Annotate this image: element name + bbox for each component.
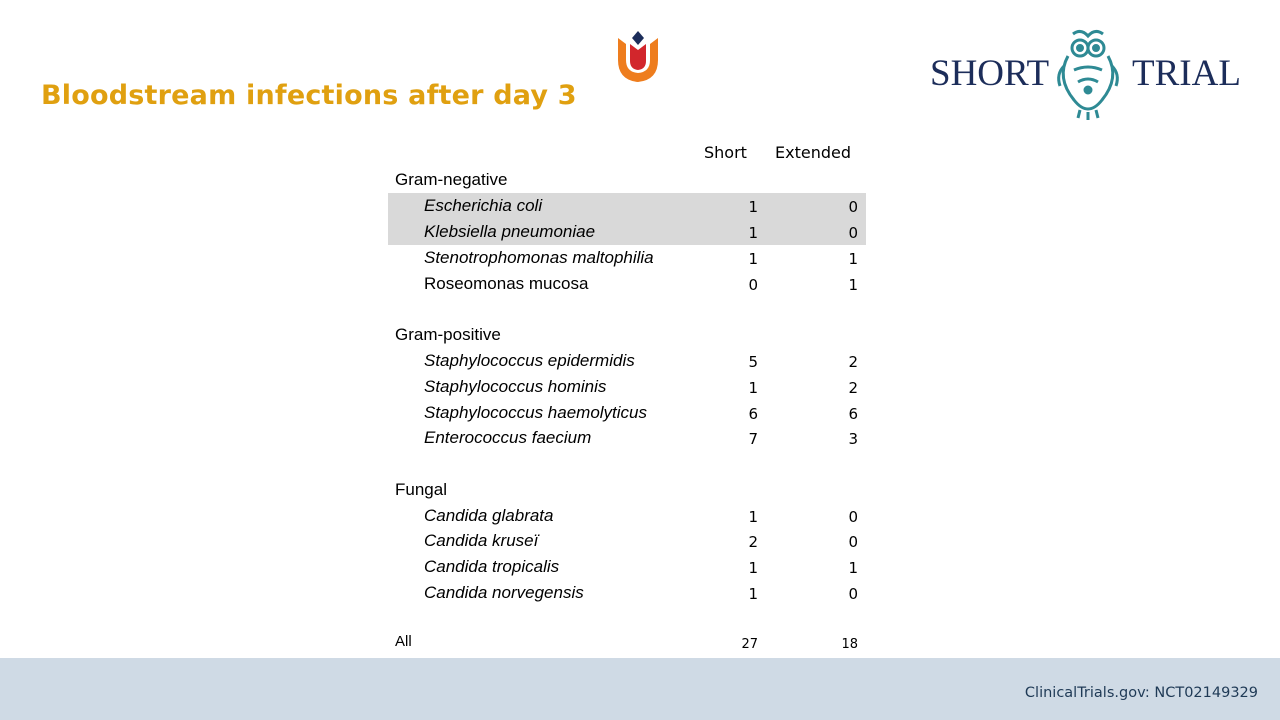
organism-name: Candida norvegensis bbox=[424, 583, 584, 602]
short-value: 1 bbox=[748, 379, 758, 397]
group-label: Gram-positive bbox=[395, 325, 501, 344]
short-value: 0 bbox=[748, 276, 758, 294]
short-value: 1 bbox=[748, 508, 758, 526]
table-row bbox=[388, 503, 866, 529]
table-row bbox=[388, 219, 866, 245]
organism-name: Candida kruseï bbox=[424, 531, 539, 550]
short-value: 1 bbox=[748, 198, 758, 216]
group-header-row bbox=[388, 477, 866, 503]
short-value: 5 bbox=[748, 353, 758, 371]
extended-value: 2 bbox=[848, 353, 858, 371]
group-label: Gram-negative bbox=[395, 170, 508, 189]
extended-value: 2 bbox=[848, 379, 858, 397]
group-header-row bbox=[388, 322, 866, 348]
total-short-value: 27 bbox=[741, 637, 758, 652]
organism-name: Klebsiella pneumoniae bbox=[424, 222, 596, 241]
organism-name: Stenotrophomonas maltophilia bbox=[424, 248, 654, 267]
table-row bbox=[388, 425, 866, 451]
short-value: 7 bbox=[748, 430, 758, 448]
extended-value: 0 bbox=[848, 198, 858, 216]
organism-name: Staphylococcus hominis bbox=[424, 377, 607, 396]
table-row bbox=[388, 193, 866, 219]
column-header-extended: Extended bbox=[775, 143, 851, 162]
table-row bbox=[388, 348, 866, 374]
organism-name: Staphylococcus haemolyticus bbox=[424, 403, 648, 422]
extended-value: 1 bbox=[848, 276, 858, 294]
owl-icon bbox=[1059, 31, 1118, 120]
short-value: 1 bbox=[748, 585, 758, 603]
organism-name: Staphylococcus epidermidis bbox=[424, 351, 635, 370]
short-value: 1 bbox=[748, 224, 758, 242]
total-row bbox=[388, 630, 866, 656]
total-label: All bbox=[395, 633, 412, 650]
total-extended-value: 18 bbox=[841, 637, 858, 652]
extended-value: 3 bbox=[848, 430, 858, 448]
short-value: 1 bbox=[748, 559, 758, 577]
svg-text:TRIAL: TRIAL bbox=[1132, 53, 1241, 94]
extended-value: 0 bbox=[848, 533, 858, 551]
table-row bbox=[388, 580, 866, 606]
trial-registration: ClinicalTrials.gov: NCT02149329 bbox=[1024, 685, 1258, 701]
table-row bbox=[388, 271, 866, 297]
group-header-row bbox=[388, 167, 866, 193]
table-row bbox=[388, 554, 866, 580]
extended-value: 0 bbox=[848, 585, 858, 603]
short-trial-logo bbox=[928, 26, 1248, 120]
group-label: Fungal bbox=[395, 480, 447, 499]
table-row bbox=[388, 400, 866, 426]
table-row bbox=[388, 374, 866, 400]
short-value: 6 bbox=[748, 405, 758, 423]
extended-value: 1 bbox=[848, 250, 858, 268]
short-value: 2 bbox=[748, 533, 758, 551]
infections-table bbox=[388, 0, 866, 720]
extended-value: 0 bbox=[848, 224, 858, 242]
short-value: 1 bbox=[748, 250, 758, 268]
table-row bbox=[388, 528, 866, 554]
svg-text:SHORT: SHORT bbox=[930, 53, 1050, 94]
organism-name: Escherichia coli bbox=[424, 196, 543, 215]
extended-value: 0 bbox=[848, 508, 858, 526]
organism-name: Enterococcus faecium bbox=[424, 428, 592, 447]
extended-value: 6 bbox=[848, 405, 858, 423]
extended-value: 1 bbox=[848, 559, 858, 577]
organism-name: Candida tropicalis bbox=[424, 557, 560, 576]
table-row bbox=[388, 245, 866, 271]
column-header-short: Short bbox=[704, 143, 747, 162]
slide-title: Bloodstream infections after day 3 bbox=[41, 80, 577, 111]
organism-name: Roseomonas mucosa bbox=[424, 274, 589, 293]
organism-name: Candida glabrata bbox=[424, 506, 554, 525]
footer-bar bbox=[0, 658, 1280, 720]
